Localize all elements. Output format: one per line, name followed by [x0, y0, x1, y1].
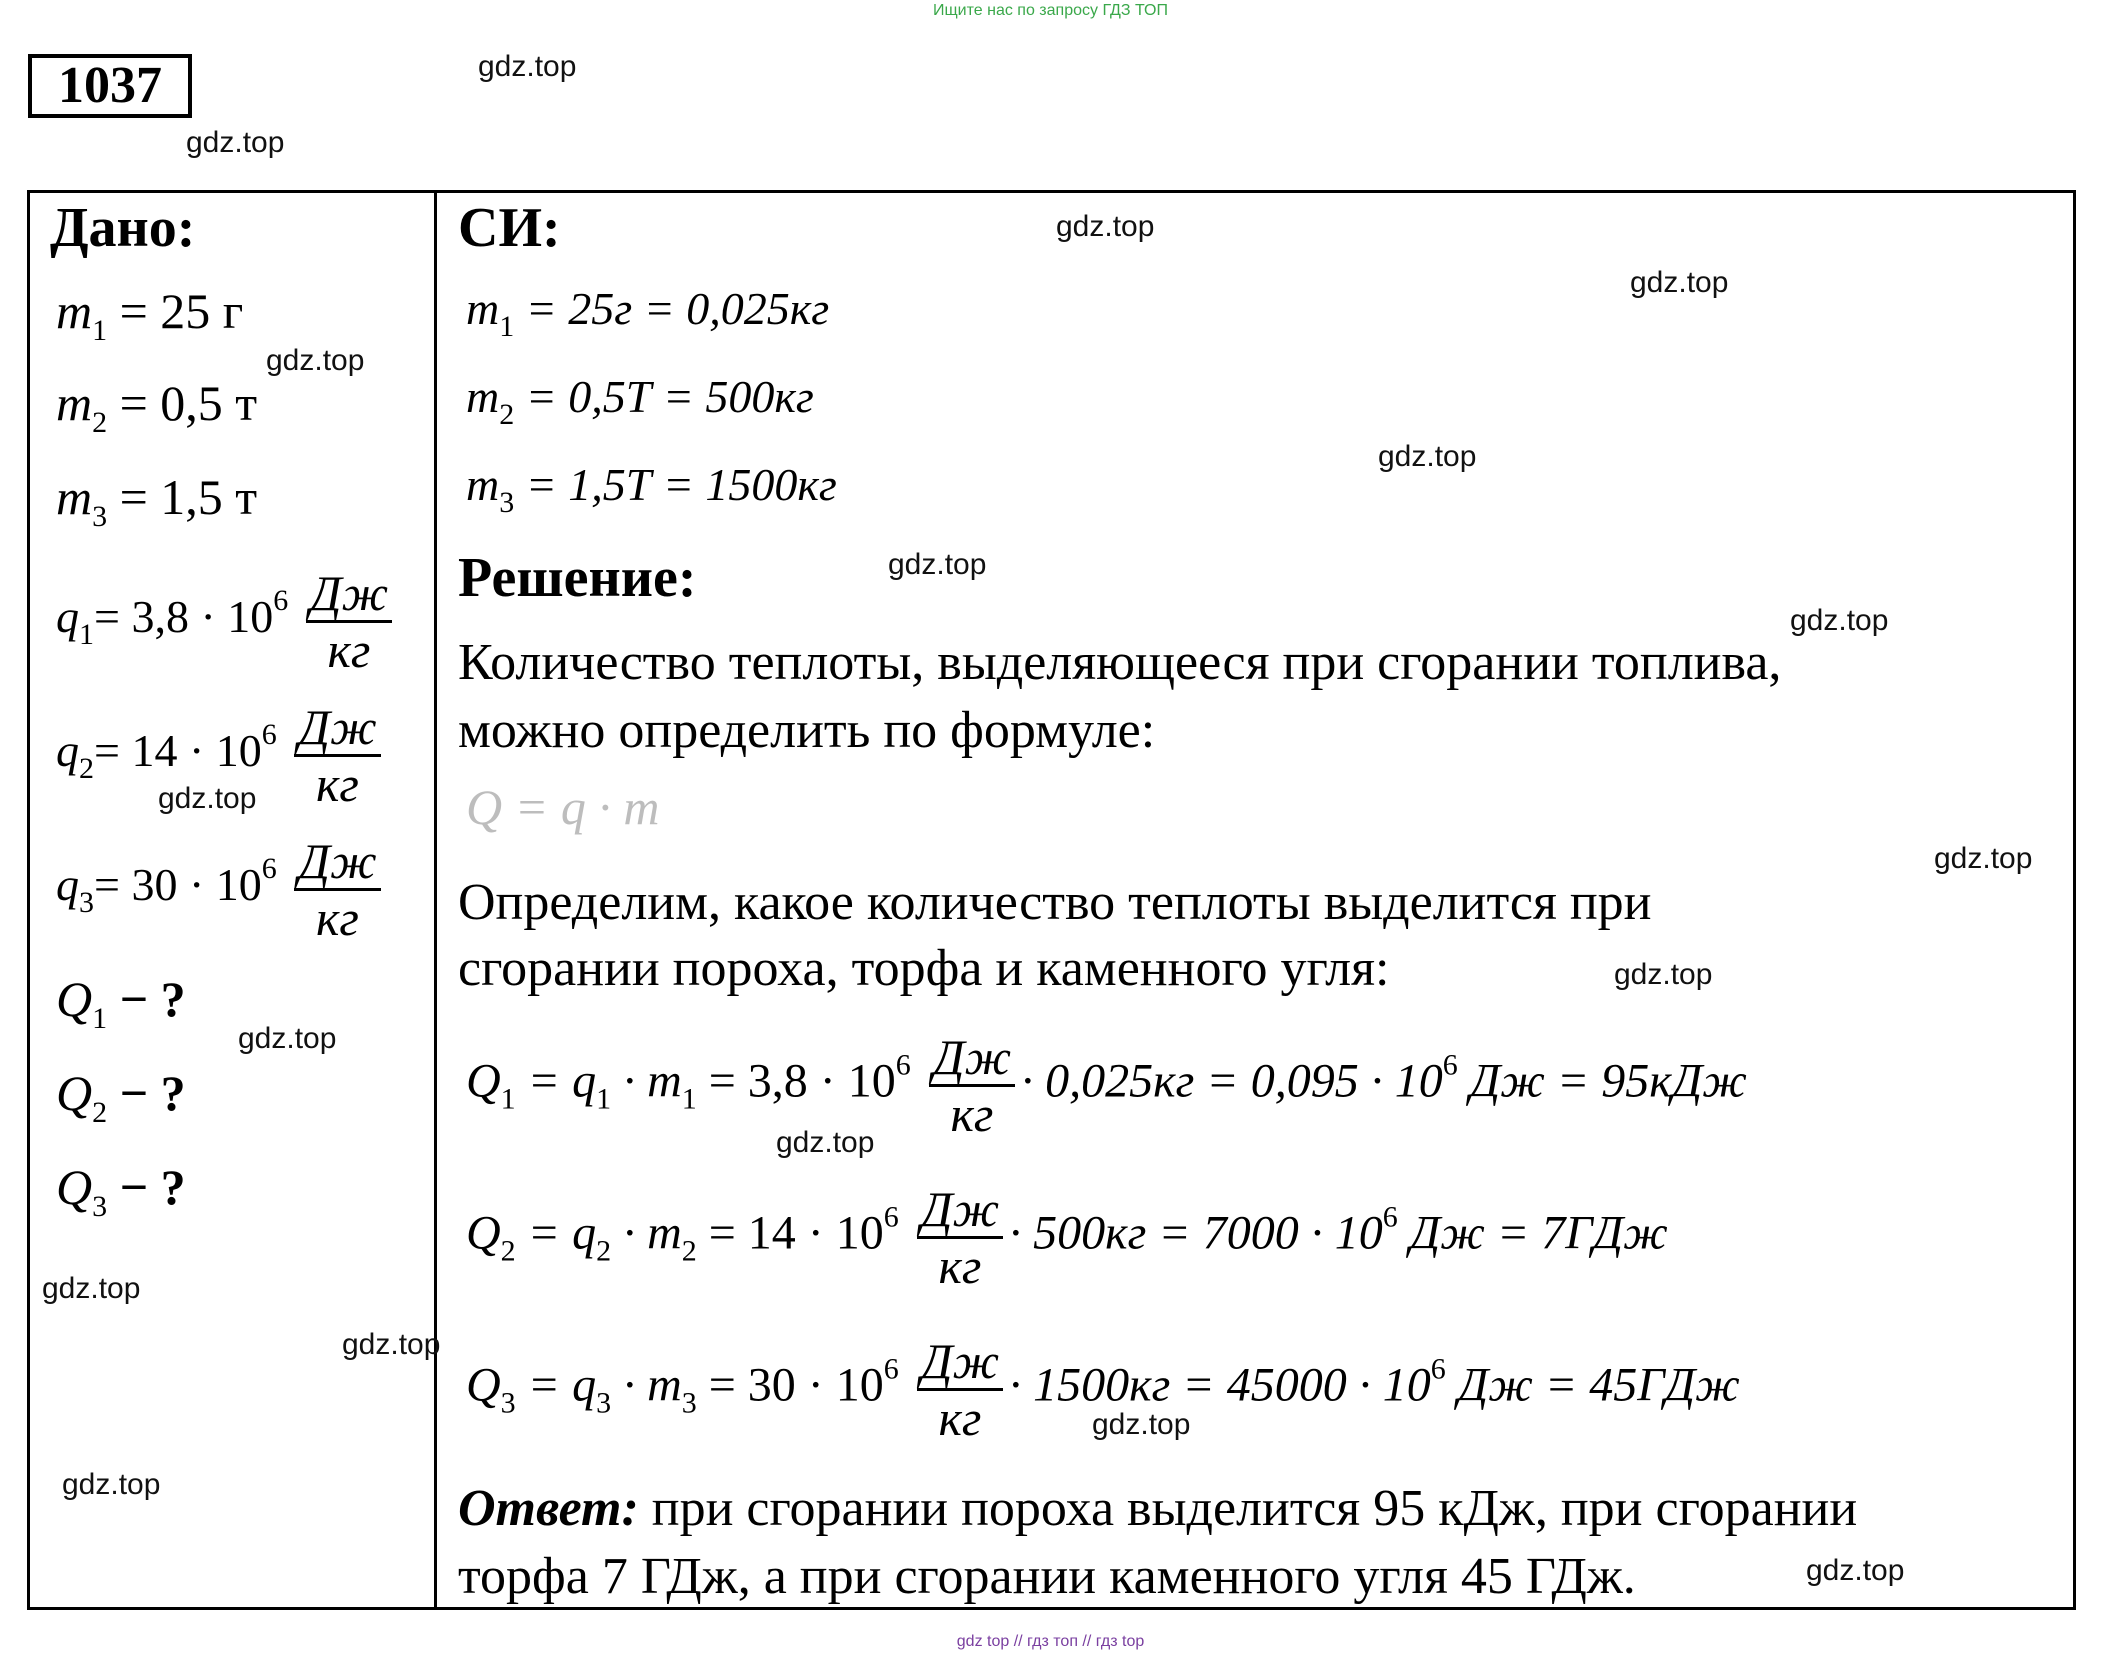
given-q1: $q_1= 3,8 \cdot 10^6$ $\frac{Дж}{кг}$: [56, 566, 398, 677]
equation-Q2: $Q_2 = q_2 \cdot m_2 = 14 \cdot 10^6$ $\frac{Дж}{кг}$ · $500кг = 7000 \cdot 10^6$ Дж = 7ГДж: [466, 1181, 1668, 1294]
watermark: gdz.top: [776, 1126, 875, 1159]
watermark: gdz.top: [888, 548, 987, 581]
equation-Q3: $Q_3 = q_3 \cdot m_3 = 30 \cdot 10^6$ $\frac{Дж}{кг}$ · $1500кг = 45000 \cdot 10^6$ Дж = 45ГДж: [466, 1333, 1740, 1446]
given-q3: $q_3= 30 \cdot 10^6$ $\frac{Дж}{кг}$: [56, 834, 387, 945]
problem-number: 1037: [28, 54, 192, 118]
watermark: gdz.top: [342, 1328, 441, 1361]
solution-paragraph-2-line-1: Определим, какое количество теплоты выделится при: [458, 874, 1652, 931]
watermark: gdz.top: [1806, 1554, 1905, 1587]
watermark: gdz.top: [1934, 842, 2033, 875]
given-title: Дано:: [50, 197, 196, 259]
given-Q3: $Q_3$ − ?: [56, 1159, 186, 1223]
watermark: gdz.top: [1378, 440, 1477, 473]
watermark: gdz.top: [186, 126, 285, 159]
watermark: gdz.top: [238, 1022, 337, 1055]
answer-line-1: Ответ: при сгорании пороха выделится 95 кДж, при сгорании: [458, 1480, 1858, 1537]
given-m1: $m_1 = 25$ г: [56, 283, 244, 347]
answer-line-2: торфа 7 ГДж, а при сгорании каменного угля 45 ГДж.: [458, 1548, 1636, 1605]
si-m2: $m_2 = 0,5Т = 500кг$: [466, 371, 814, 431]
watermark: gdz.top: [42, 1272, 141, 1305]
column-divider: [434, 190, 437, 1610]
watermark: gdz.top: [1614, 958, 1713, 991]
watermark: gdz.top: [1092, 1408, 1191, 1441]
equation-Q1: $Q_1 = q_1 \cdot m_1 = 3,8 \cdot 10^6$ $\frac{Дж}{кг}$ · $0,025кг = 0,095 \cdot 10^6$ Дж = 95кДж: [466, 1029, 1747, 1142]
watermark: gdz.top: [266, 344, 365, 377]
watermark: gdz.top: [1790, 604, 1889, 637]
solution-paragraph-2-line-2: сгорании пороха, торфа и каменного угля:: [458, 940, 1390, 997]
watermark: gdz.top: [1056, 210, 1155, 243]
si-title: СИ:: [458, 197, 561, 259]
si-m1: $m_1 = 25г = 0,025кг$: [466, 283, 830, 343]
watermark: gdz.top: [478, 50, 577, 83]
header-search-hint[interactable]: Ищите нас по запросу ГДЗ ТОП: [933, 2, 1168, 19]
solution-formula: Q = q · m: [466, 779, 660, 835]
watermark: gdz.top: [158, 782, 257, 815]
footer-links[interactable]: gdz top // гдз топ // гдз top: [956, 1633, 1145, 1650]
given-q2: $q_2= 14 \cdot 10^6$ $\frac{Дж}{кг}$: [56, 700, 387, 811]
watermark: gdz.top: [1630, 266, 1729, 299]
solution-title: Решение:: [458, 547, 697, 609]
given-Q2: $Q_2$ − ?: [56, 1065, 186, 1129]
solution-paragraph-1-line-1: Количество теплоты, выделяющееся при сгорании топлива,: [458, 634, 1782, 691]
si-m3: $m_3 = 1,5Т = 1500кг$: [466, 459, 837, 519]
answer-label: Ответ:: [458, 1480, 639, 1537]
given-Q1: $Q_1$ − ?: [56, 971, 186, 1035]
given-m3: $m_3 = 1,5$ т: [56, 469, 258, 533]
given-m2: $m_2 = 0,5$ т: [56, 375, 258, 439]
watermark: gdz.top: [62, 1468, 161, 1501]
solution-paragraph-1-line-2: можно определить по формуле:: [458, 702, 1156, 759]
